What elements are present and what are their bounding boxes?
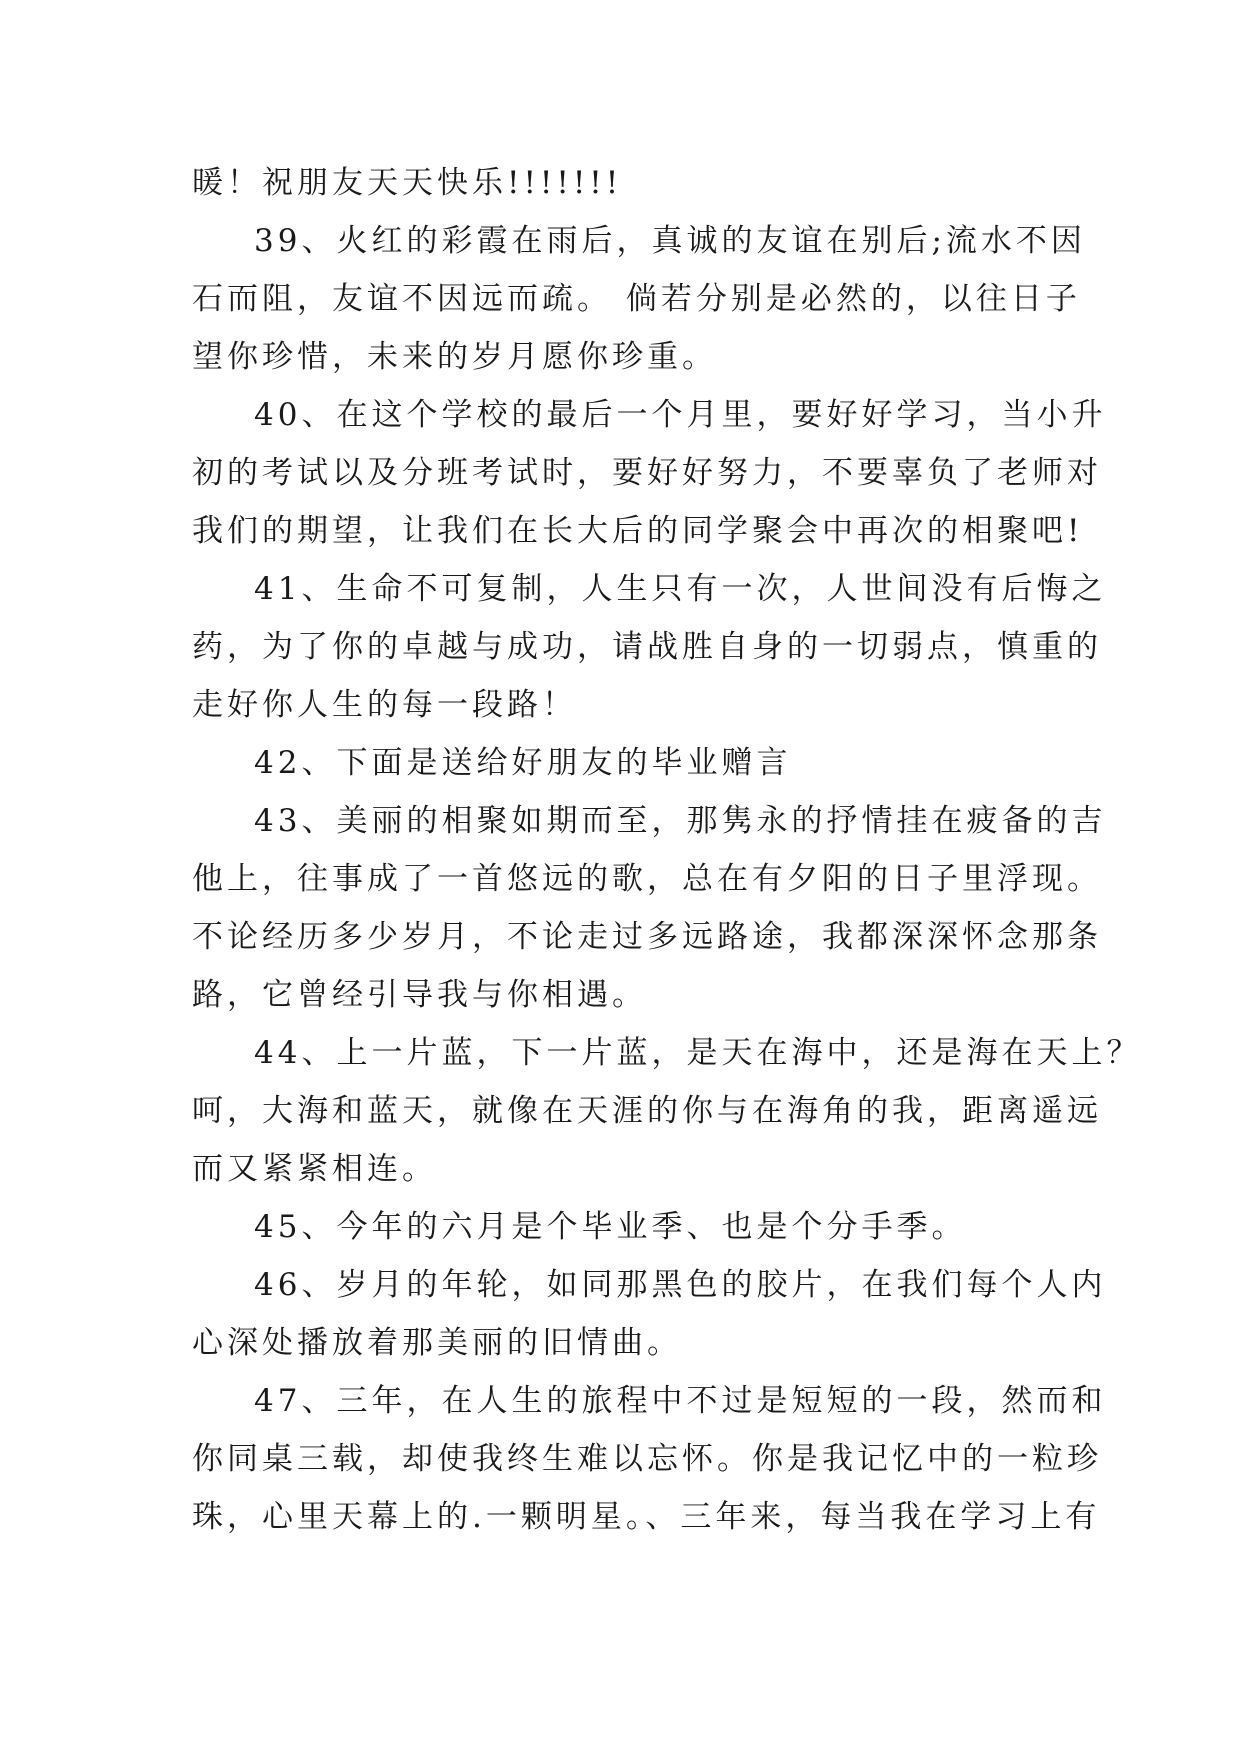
text-line: 我们的期望，让我们在长大后的同学聚会中再次的相聚吧! [192,513,1084,549]
text-line: 药，为了你的卓越与成功，请战胜自身的一切弱点，慎重的 [192,629,1102,665]
paragraph [192,386,1107,560]
paragraph [192,1256,1107,1372]
text-line: 路，它曾经引导我与你相遇。 [192,977,647,1013]
paragraph [192,1372,1107,1546]
paragraph [192,154,1052,212]
text-line: 望你珍惜，未来的岁月愿你珍重。 [192,339,717,375]
text-line: 45、今年的六月是个毕业季、也是个分手季。 [254,1209,967,1245]
text-line: 不论经历多少岁月，不论走过多远路途，我都深深怀念那条 [192,919,1102,955]
text-line: 你同桌三载，却使我终生难以忘怀。你是我记忆中的一粒珍 [192,1441,1102,1477]
paragraph [192,212,1086,386]
text-line: 44、上一片蓝，下一片蓝，是天在海中，还是海在天上？ [254,1035,1142,1071]
text-line: 43、美丽的相聚如期而至，那隽永的抒情挂在疲备的吉 [254,803,1107,839]
paragraph [192,1024,1142,1198]
text-line: 暖！祝朋友天天快乐!!!!!!! [192,165,623,201]
text-line: 42、下面是送给好朋友的毕业赠言 [254,745,792,781]
text-line: 41、生命不可复制，人生只有一次，人世间没有后悔之 [254,571,1107,607]
text-line: 心深处播放着那美丽的旧情曲。 [192,1325,682,1361]
paragraph [192,734,1052,792]
text-line: 初的考试以及分班考试时，要好好努力，不要辜负了老师对 [192,455,1102,491]
text-line: 走好你人生的每一段路！ [192,687,577,723]
text-line: 石而阻，友谊不因远而疏。 倘若分别是必然的，以往日子 [192,281,1081,317]
text-line: 珠，心里天幕上的.一颗明星。、三年来，每当我在学习上有 [192,1499,1101,1535]
text-line: 呵，大海和蓝天，就像在天涯的你与在海角的我，距离遥远 [192,1093,1102,1129]
paragraph [192,1198,1052,1256]
text-line: 46、岁月的年轮，如同那黑色的胶片，在我们每个人内 [254,1267,1107,1303]
paragraph [192,560,1107,734]
text-line: 47、三年，在人生的旅程中不过是短短的一段，然而和 [254,1383,1107,1419]
text-line: 40、在这个学校的最后一个月里，要好好学习，当小升 [254,397,1107,433]
text-line: 而又紧紧相连。 [192,1151,437,1187]
paragraph [192,792,1107,1024]
text-line: 39、火红的彩霞在雨后，真诚的友谊在别后;流水不因 [254,223,1086,259]
document-body [192,154,1142,1546]
text-line: 他上，往事成了一首悠远的歌，总在有夕阳的日子里浮现。 [192,861,1102,897]
